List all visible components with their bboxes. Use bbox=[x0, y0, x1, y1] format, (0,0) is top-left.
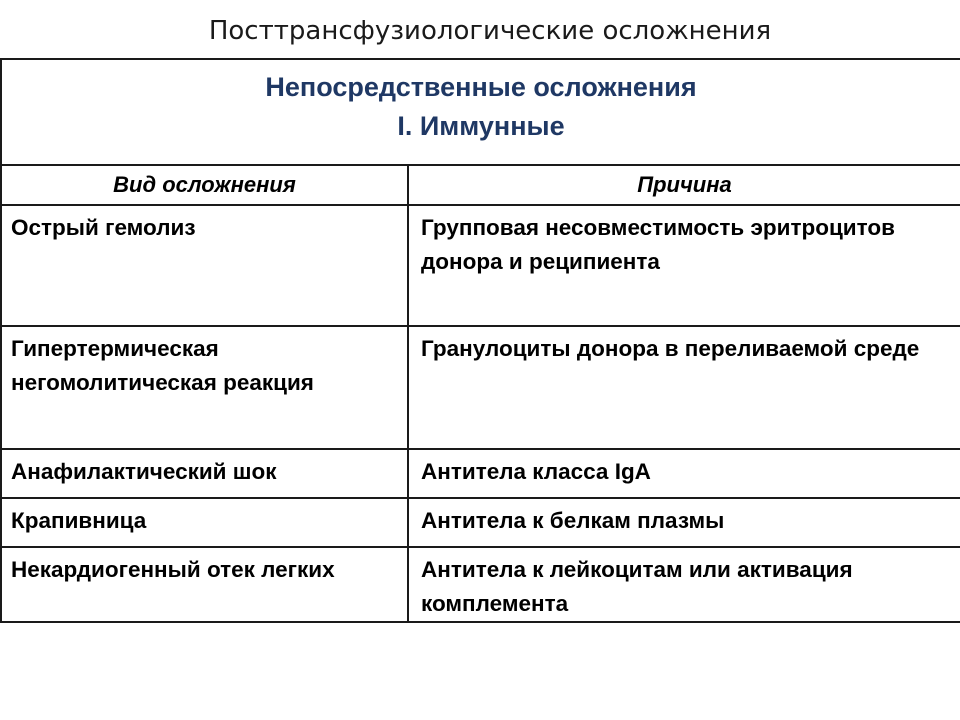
table-row bbox=[1, 205, 960, 326]
table-row bbox=[1, 326, 960, 449]
complication-type-cell: Анафилактический шок bbox=[1, 449, 408, 498]
complication-type-cell: Острый гемолиз bbox=[1, 205, 408, 326]
complication-type-cell: Гипертермическая негомолитическая реакция bbox=[1, 326, 408, 449]
table-subheading: I. Иммунные bbox=[397, 111, 565, 141]
complication-type-cell: Крапивница bbox=[1, 498, 408, 547]
slide-title: Посттрансфузиологические осложнения bbox=[208, 16, 772, 46]
table-row bbox=[1, 449, 960, 498]
column-header-cause: Причина bbox=[408, 165, 960, 205]
complication-cause-cell: Антитела к белкам плазмы bbox=[408, 498, 960, 547]
complication-cause-cell: Гранулоциты донора в переливаемой среде bbox=[408, 326, 960, 449]
table-heading: Непосредственные осложнения bbox=[265, 72, 697, 102]
column-header-row bbox=[1, 165, 960, 205]
complication-cause-cell: Антитела к лейкоцитам или активация комплемента bbox=[408, 547, 960, 622]
complication-cause-cell: Групповая несовместимость эритроцитов донора и реципиента bbox=[408, 205, 960, 326]
column-header-type: Вид осложнения bbox=[1, 165, 408, 205]
complication-type-cell: Некардиогенный отек легких bbox=[1, 547, 408, 622]
table-row bbox=[1, 498, 960, 547]
complications-table bbox=[0, 58, 960, 623]
complication-cause-cell: Антитела класса IgA bbox=[408, 449, 960, 498]
table-heading-cell bbox=[1, 59, 960, 165]
table-row bbox=[1, 547, 960, 622]
table-heading-row bbox=[1, 59, 960, 165]
